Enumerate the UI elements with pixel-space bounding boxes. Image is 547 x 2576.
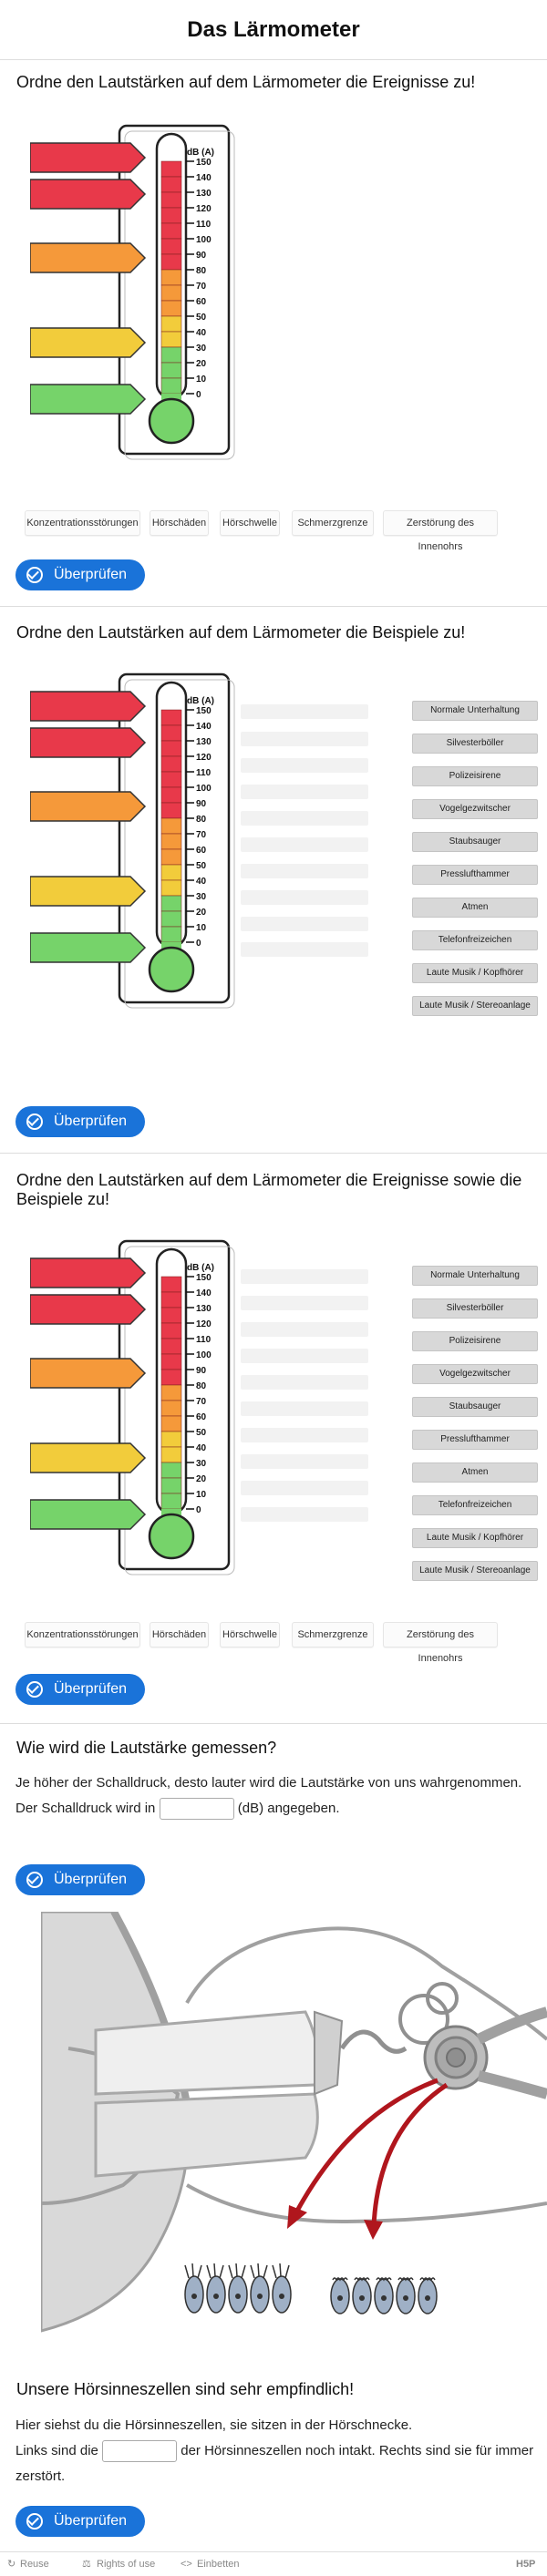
scale-tick-label: 100 (196, 1350, 212, 1360)
check-button[interactable]: Überprüfen (15, 1864, 145, 1895)
h5p-logo: H5P (516, 2559, 536, 2570)
footer (0, 2551, 547, 2576)
level-arrow (30, 1500, 145, 1529)
example-chip[interactable]: Staubsauger (412, 832, 538, 852)
scale-tick-label: 0 (196, 939, 201, 949)
section-examples (0, 607, 547, 1154)
drop-zone[interactable] (241, 1322, 368, 1337)
drop-zone[interactable] (241, 942, 368, 957)
scale-tick-label: 130 (196, 737, 212, 747)
check-circle-icon (26, 1114, 43, 1130)
section-heading: Ordne den Lautstärken auf dem Lärmometer die Beispiele zu! (16, 623, 466, 641)
scale-tick-label: 150 (196, 158, 212, 168)
thermometer-bulb (150, 399, 193, 443)
drop-zone[interactable] (241, 1349, 368, 1363)
check-button[interactable]: Überprüfen (15, 1106, 145, 1137)
drop-zone[interactable] (241, 704, 368, 719)
drop-zone[interactable] (241, 732, 368, 746)
scale-segment (161, 927, 181, 942)
event-chip[interactable]: Zerstörung des Innenohrs (383, 510, 498, 536)
scale-segment (161, 880, 181, 896)
drop-zone[interactable] (241, 1375, 368, 1390)
drop-zone[interactable] (241, 864, 368, 878)
scale-segment (161, 1493, 181, 1509)
scale-segment (161, 834, 181, 849)
ear-illustration (41, 1912, 547, 2381)
level-arrow (30, 728, 145, 757)
section-heading: Ordne den Lautstärken auf dem Lärmometer die Ereignisse zu! (16, 73, 476, 91)
drop-zone[interactable] (241, 837, 368, 852)
reuse-icon: ↻ (7, 2559, 16, 2570)
event-chip[interactable]: Hörschwelle (220, 1622, 280, 1647)
embed-icon: <> (181, 2559, 192, 2570)
scale-tick-label: 20 (196, 908, 207, 918)
event-chip[interactable]: Hörschäden (150, 510, 209, 536)
scale-segment (161, 1292, 181, 1308)
scale-tick-label: 60 (196, 297, 207, 307)
scale-tick-label: 140 (196, 722, 212, 732)
level-arrow (30, 792, 145, 821)
check-circle-icon (26, 1872, 43, 1888)
scale-segment (161, 725, 181, 741)
scale-segment (161, 270, 181, 285)
thermometer-bulb (150, 1514, 193, 1558)
scale-segment (161, 161, 181, 177)
scale-tick-label: 80 (196, 266, 207, 276)
scale-tick-label: 70 (196, 830, 207, 840)
level-arrow (30, 180, 145, 209)
scale-tick-label: 40 (196, 1443, 207, 1453)
scale-segment (161, 911, 181, 927)
drop-zone[interactable] (241, 1269, 368, 1284)
scale-tick-label: 110 (196, 768, 212, 778)
example-chip[interactable]: Staubsauger (412, 1397, 538, 1417)
example-chip[interactable]: Silvesterböller (412, 1298, 538, 1319)
scale-tick-label: 10 (196, 375, 207, 385)
scale-tick-label: 20 (196, 359, 207, 369)
check-circle-icon (26, 567, 43, 583)
thermometer-bulb (150, 948, 193, 991)
check-circle-icon (26, 2513, 43, 2530)
example-chip[interactable]: Laute Musik / Kopfhörer (412, 963, 538, 983)
event-chip[interactable]: Schmerzgrenze (292, 1622, 374, 1647)
example-chip[interactable]: Presslufthammer (412, 865, 538, 885)
scale-tick-label: 130 (196, 189, 212, 199)
event-chip[interactable]: Zerstörung des Innenohrs (383, 1622, 498, 1647)
scale-segment (161, 332, 181, 347)
scale-tick-label: 110 (196, 220, 212, 230)
embed-link[interactable]: Einbetten (197, 2559, 240, 2570)
scale-segment (161, 1416, 181, 1432)
check-button[interactable]: Überprüfen (15, 2506, 145, 2537)
rights-link[interactable]: Rights of use (97, 2559, 156, 2570)
scale-segment (161, 223, 181, 239)
event-chip[interactable]: Hörschäden (150, 1622, 209, 1647)
scale-tick-label: 50 (196, 313, 207, 323)
section-measurement (0, 1724, 547, 1913)
scale-segment (161, 741, 181, 756)
check-circle-icon (26, 1681, 43, 1698)
level-arrow (30, 933, 145, 962)
scale-tick-label: 30 (196, 892, 207, 902)
drop-zone[interactable] (241, 1481, 368, 1495)
example-chip[interactable]: Normale Unterhaltung (412, 701, 538, 721)
scale-segment (161, 1339, 181, 1354)
event-chip[interactable]: Konzentrationsstörungen (25, 1622, 140, 1647)
scale-segment (161, 239, 181, 254)
example-chip[interactable]: Polizeisirene (412, 766, 538, 786)
scale-tick-label: 120 (196, 1319, 212, 1329)
scale-segment (161, 301, 181, 316)
scale-segment (161, 772, 181, 787)
level-arrow (30, 143, 145, 172)
drop-zone[interactable] (241, 890, 368, 905)
event-chip[interactable]: Schmerzgrenze (292, 510, 374, 536)
page-title: Das Lärmometer (0, 0, 547, 60)
example-chip[interactable]: Vogelgezwitscher (412, 799, 538, 819)
scale-tick-label: 80 (196, 1381, 207, 1391)
scale-tick-label: 70 (196, 1397, 207, 1407)
scale-tick-label: 40 (196, 328, 207, 338)
scale-segment (161, 192, 181, 208)
scale-segment (161, 1478, 181, 1493)
scale-tick-label: 0 (196, 1505, 201, 1515)
example-chip[interactable]: Telefonfreizeichen (412, 1495, 538, 1515)
level-arrow (30, 692, 145, 721)
hair-cells-intact (185, 2263, 291, 2313)
scale-tick-label: 10 (196, 1490, 207, 1500)
level-arrow (30, 243, 145, 272)
check-button[interactable]: Überprüfen (15, 1674, 145, 1705)
drop-zone[interactable] (241, 811, 368, 826)
drop-zone[interactable] (241, 1401, 368, 1416)
level-arrow (30, 1443, 145, 1473)
scale-segment (161, 1277, 181, 1292)
scale-segment (161, 177, 181, 192)
scale-tick-label: 150 (196, 1273, 212, 1283)
section-events-examples (0, 1154, 547, 1724)
laermometer-graphic (30, 669, 240, 1013)
scale-segment (161, 1432, 181, 1447)
unit-input[interactable] (160, 1798, 234, 1820)
section-hair-cells (0, 2369, 547, 2551)
scale-tick-label: 60 (196, 1412, 207, 1422)
drop-zone[interactable] (241, 1507, 368, 1522)
scale-tick-label: 40 (196, 877, 207, 887)
reuse-link[interactable]: Reuse (20, 2559, 49, 2570)
drop-zone[interactable] (241, 1428, 368, 1442)
scale-tick-label: 140 (196, 173, 212, 183)
level-arrow (30, 1295, 145, 1324)
scale-unit: dB (A) (187, 696, 214, 706)
laermometer-graphic (30, 120, 240, 465)
drop-zone[interactable] (241, 1454, 368, 1469)
section-heading: Wie wird die Lautstärke gemessen? (16, 1739, 277, 1757)
hair-cells-text: Hier siehst du die Hörsinneszellen, sie sitzen in der Hörschnecke. Links sind die der Hörsinneszellen noch intakt. Rechts sind sie für immer zerstört. (15, 2417, 534, 2484)
scale-segment (161, 1385, 181, 1401)
scale-segment (161, 1323, 181, 1339)
scale-segment (161, 865, 181, 880)
scale-segment (161, 818, 181, 834)
level-arrow (30, 1258, 145, 1288)
section-heading: Ordne den Lautstärken auf dem Lärmometer die Ereignisse sowie die Beispiele zu! (16, 1171, 522, 1208)
scale-segment (161, 1370, 181, 1385)
scale-unit: dB (A) (187, 1263, 214, 1273)
scale-segment (161, 1462, 181, 1478)
scale-tick-label: 30 (196, 344, 207, 354)
example-chip[interactable]: Presslufthammer (412, 1430, 538, 1450)
example-chip[interactable]: Polizeisirene (412, 1331, 538, 1351)
section-events (0, 60, 547, 607)
scale-tick-label: 20 (196, 1474, 207, 1484)
scale-tick-label: 110 (196, 1335, 212, 1345)
scale-tick-label: 30 (196, 1459, 207, 1469)
rights-icon: ⚖ (82, 2559, 91, 2570)
scale-segment (161, 316, 181, 332)
scale-segment (161, 710, 181, 725)
drop-zone[interactable] (241, 758, 368, 773)
scale-segment (161, 756, 181, 772)
scale-tick-label: 140 (196, 1288, 212, 1298)
scale-segment (161, 347, 181, 363)
scale-tick-label: 100 (196, 235, 212, 245)
example-chip[interactable]: Atmen (412, 1462, 538, 1483)
scale-tick-label: 120 (196, 753, 212, 763)
event-chip[interactable]: Konzentrationsstörungen (25, 510, 140, 536)
scale-tick-label: 90 (196, 799, 207, 809)
example-chip[interactable]: Laute Musik / Kopfhörer (412, 1528, 538, 1548)
level-arrow (30, 328, 145, 357)
scale-segment (161, 849, 181, 865)
event-chip[interactable]: Hörschwelle (220, 510, 280, 536)
scale-tick-label: 90 (196, 251, 207, 261)
example-chip[interactable]: Telefonfreizeichen (412, 930, 538, 950)
scale-tick-label: 70 (196, 282, 207, 292)
example-chip[interactable]: Laute Musik / Stereoanlage (412, 1561, 538, 1581)
hair-cells-destroyed (331, 2278, 437, 2314)
scale-segment (161, 208, 181, 223)
scale-tick-label: 100 (196, 784, 212, 794)
example-chip[interactable]: Atmen (412, 898, 538, 918)
scale-segment (161, 1308, 181, 1323)
example-chip[interactable]: Vogelgezwitscher (412, 1364, 538, 1384)
scale-segment (161, 285, 181, 301)
level-arrow (30, 877, 145, 906)
section-heading: Unsere Hörsinneszellen sind sehr empfindlich! (16, 2380, 355, 2398)
scale-segment (161, 803, 181, 818)
scale-segment (161, 787, 181, 803)
scale-tick-label: 60 (196, 846, 207, 856)
scale-segment (161, 896, 181, 911)
level-arrow (30, 1359, 145, 1388)
drop-zone[interactable] (241, 785, 368, 799)
scale-tick-label: 0 (196, 390, 201, 400)
drop-zone[interactable] (241, 1296, 368, 1310)
scale-tick-label: 130 (196, 1304, 212, 1314)
scale-segment (161, 363, 181, 378)
measurement-text: Je höher der Schalldruck, desto lauter wird die Lautstärke von uns wahrgenommen. Der Schalldruck wird in (dB) angegeben. (15, 1770, 534, 1822)
laermometer-graphic (30, 1236, 240, 1580)
drop-zone[interactable] (241, 917, 368, 931)
level-arrow (30, 385, 145, 414)
scale-unit: dB (A) (187, 148, 214, 158)
example-chip[interactable]: Normale Unterhaltung (412, 1266, 538, 1286)
scale-tick-label: 10 (196, 923, 207, 933)
hair-cells-input[interactable] (102, 2440, 177, 2462)
example-chip[interactable]: Laute Musik / Stereoanlage (412, 996, 538, 1016)
scale-tick-label: 80 (196, 815, 207, 825)
check-button[interactable]: Überprüfen (15, 559, 145, 590)
scale-segment (161, 1354, 181, 1370)
example-chip[interactable]: Silvesterböller (412, 734, 538, 754)
scale-segment (161, 1401, 181, 1416)
scale-tick-label: 120 (196, 204, 212, 214)
scale-segment (161, 378, 181, 394)
scale-segment (161, 1447, 181, 1462)
scale-tick-label: 50 (196, 1428, 207, 1438)
scale-segment (161, 254, 181, 270)
scale-tick-label: 50 (196, 861, 207, 871)
scale-tick-label: 90 (196, 1366, 207, 1376)
scale-tick-label: 150 (196, 706, 212, 716)
